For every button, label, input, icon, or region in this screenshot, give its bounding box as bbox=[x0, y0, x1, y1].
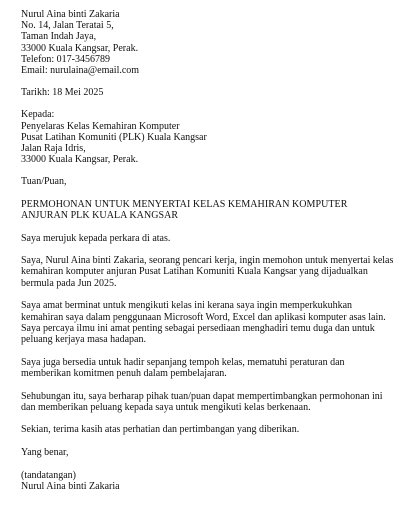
sender-address-line3: 33000 Kuala Kangsar, Perak. bbox=[21, 42, 139, 54]
body-paragraph-4: Saya juga bersedia untuk hadir sepanjang tempoh kelas, mematuhi peraturan dan memberikan komitmen penuh dalam pembelajaran. bbox=[21, 356, 345, 379]
spacer bbox=[21, 345, 396, 357]
letter bbox=[21, 9, 396, 492]
letter-date: Tarikh: 18 Mei 2025 bbox=[21, 87, 104, 99]
sender-email: Email: nurulaina@email.com bbox=[21, 65, 140, 77]
sender-address-line2: Taman Indah Jaya, bbox=[21, 31, 97, 43]
spacer bbox=[21, 379, 396, 391]
signature-name: Nurul Aina binti Zakaria bbox=[21, 481, 120, 493]
recipient-label: Kepada: bbox=[21, 109, 55, 121]
spacer bbox=[21, 289, 396, 301]
sender-phone: Telefon: 017-3456789 bbox=[21, 53, 111, 65]
spacer bbox=[21, 436, 396, 448]
spacer bbox=[21, 244, 396, 256]
spacer bbox=[21, 458, 396, 470]
sender-block bbox=[21, 9, 396, 76]
body-paragraph-6: Sekian, terima kasih atas perhatian dan pertimbangan yang diberikan. bbox=[21, 424, 300, 436]
recipient-line1: Penyelaras Kelas Kemahiran Komputer bbox=[21, 120, 180, 132]
signature-label: (tandatangan) bbox=[21, 469, 76, 481]
spacer bbox=[21, 188, 396, 199]
body-paragraph-2: Saya, Nurul Aina binti Zakaria, seorang pencari kerja, ingin memohon untuk menyertai kelas kemahiran komputer anjuran Pusat Latihan Komuniti Kuala Kangsar yang dijadualkan bermula pada Jun 2025. bbox=[21, 255, 394, 289]
spacer bbox=[21, 221, 396, 233]
spacer bbox=[21, 98, 396, 109]
spacer bbox=[21, 76, 396, 87]
body-paragraph-5: Sehubungan itu, saya berharap pihak tuan/puan dapat mempertimbangkan permohonan ini dan memberikan peluang kepada saya untuk mengikuti kelas berkenaan. bbox=[21, 390, 383, 413]
sender-address-line1: No. 14, Jalan Teratai 5, bbox=[21, 20, 114, 32]
recipient-line4: 33000 Kuala Kangsar, Perak. bbox=[21, 154, 139, 166]
body-paragraph-1: Saya merujuk kepada perkara di atas. bbox=[21, 232, 171, 244]
body-paragraph-3: Saya amat berminat untuk mengikuti kelas ini kerana saya ingin memperkukuhkan kemahiran saya dalam penggunaan Microsoft Word, Excel dan aplikasi komputer asas lain. Saya percaya ilmu ini amat penting sebagai persediaan menghadiri temu duga dan untuk peluang kerjaya masa hadapan. bbox=[21, 300, 386, 345]
spacer bbox=[21, 413, 396, 425]
recipient-line3: Jalan Raja Idris, bbox=[21, 143, 86, 155]
sender-name: Nurul Aina binti Zakaria bbox=[21, 9, 120, 20]
signature-block bbox=[21, 470, 396, 492]
salutation: Tuan/Puan, bbox=[21, 176, 67, 188]
letter-subject: PERMOHONAN UNTUK MENYERTAI KELAS KEMAHIRAN KOMPUTER ANJURAN PLK KUALA KANGSAR bbox=[21, 198, 348, 221]
spacer bbox=[21, 165, 396, 176]
closing: Yang benar, bbox=[21, 447, 69, 459]
recipient-line2: Pusat Latihan Komuniti (PLK) Kuala Kangsar bbox=[21, 131, 207, 143]
recipient-block bbox=[21, 109, 396, 165]
